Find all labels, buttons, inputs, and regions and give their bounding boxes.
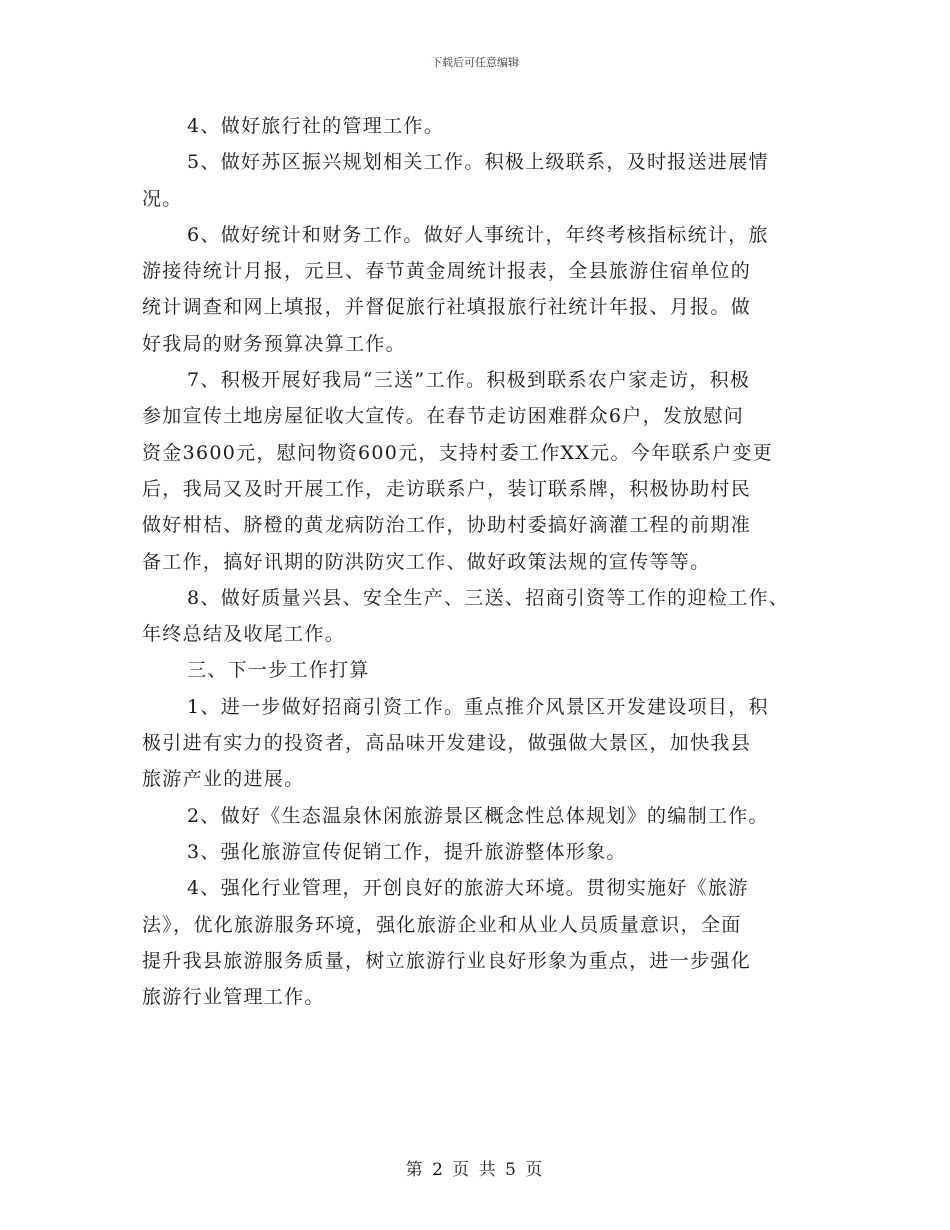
text-line: 5、做好苏区振兴规划相关工作。积极上级联系，及时报送进展情 [187, 151, 769, 174]
text-line: 后，我局又及时开展工作，走访联系户，装订联系牌，积极协助村民 [142, 477, 752, 500]
text-line: 统计调查和网上填报，并督促旅行社填报旅行社统计年报、月报。做 [142, 296, 752, 319]
text-line: 况。 [142, 187, 183, 210]
text-line: 游接待统计月报，元旦、春节黄金周统计报表，全县旅游住宿单位的 [142, 260, 752, 283]
text-line: 旅游行业管理工作。 [142, 986, 325, 1009]
page-header: 下载后可任意编辑 [431, 56, 519, 69]
text-line: 6、做好统计和财务工作。做好人事统计，年终考核指标统计，旅 [187, 223, 769, 246]
page-footer: 第 2 页 共 5 页 [405, 1160, 545, 1180]
text-line: 3、强化旅游宣传促销工作，提升旅游整体形象。 [187, 840, 627, 863]
document-body [142, 108, 822, 1015]
text-line: 8、做好质量兴县、安全生产、三送、招商引资等工作的迎检工作、 [187, 586, 790, 609]
text-line: 提升我县旅游服务质量，树立旅游行业良好形象为重点，进一步强化 [142, 949, 752, 972]
text-line: 旅游产业的进展。 [142, 768, 305, 791]
section-heading: 三、下一步工作打算 [187, 659, 370, 682]
text-line: 2、做好《生态温泉休闲旅游景区概念性总体规划》的编制工作。 [187, 804, 769, 827]
text-line: 资金3600元，慰问物资600元，支持村委工作XX元。今年联系户变更 [142, 441, 773, 464]
text-line: 4、做好旅行社的管理工作。 [187, 115, 444, 137]
text-line: 4、强化行业管理，开创良好的旅游大环境。贯彻实施好《旅游 [187, 877, 749, 900]
text-line: 1、进一步做好招商引资工作。重点推介风景区开发建设项目，积 [187, 695, 769, 718]
text-line: 法》，优化旅游服务环境，强化旅游企业和从业人员质量意识，全面 [142, 913, 742, 936]
text-line: 备工作，搞好讯期的防洪防灾工作、做好政策法规的宣传等等。 [142, 550, 711, 573]
text-line: 极引进有实力的投资者，高品味开发建设，做强做大景区，加快我县 [142, 732, 752, 755]
text-line: 参加宣传土地房屋征收大宣传。在春节走访困难群众6户，发放慰问 [142, 405, 745, 428]
text-line: 做好柑桔、脐橙的黄龙病防治工作，协助村委搞好滴灌工程的前期准 [142, 514, 752, 537]
text-line: 年终总结及收尾工作。 [142, 623, 346, 646]
text-line: 好我局的财务预算决算工作。 [142, 332, 406, 355]
text-line: 7、积极开展好我局“三送”工作。积极到联系农户家走访，积极 [187, 369, 751, 392]
